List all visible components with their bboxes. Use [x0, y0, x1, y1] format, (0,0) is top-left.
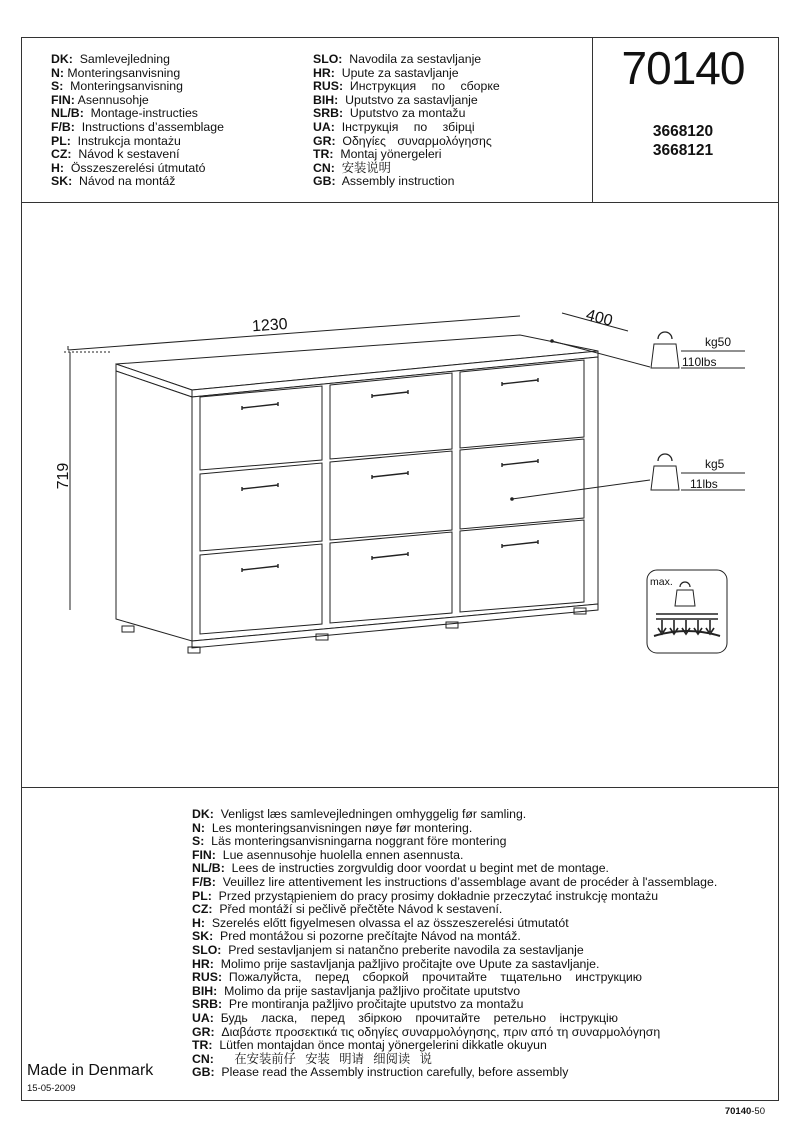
page-model: 70140 [724, 1106, 752, 1117]
instruction-row [192, 890, 717, 904]
lang-code: SRB: [192, 997, 223, 1012]
width-label: 1230 [251, 315, 289, 336]
drawer-load-kg: kg5 [705, 457, 725, 471]
date-label: 15-05-2009 [27, 1083, 76, 1094]
instruction-row [192, 876, 717, 890]
lang-code: TR: [313, 147, 334, 162]
lang-title: Návod k sestavení [78, 147, 180, 162]
lang-code: F/B: [192, 874, 216, 889]
lang-code: F/B: [51, 119, 75, 134]
lang-code: SK: [192, 929, 214, 944]
lang-code: SLO: [313, 52, 343, 66]
lang-title: Navodila za sestavljanje [349, 52, 482, 66]
lang-title: 安装说明 [341, 160, 391, 175]
lang-code: GR: [313, 133, 336, 148]
distributed-load-arrows-icon [656, 614, 718, 619]
instruction-text: Molimo prije sastavljanja pažljivo pročitajte ove Upute za sastavljanje. [220, 956, 600, 971]
instruction-text: Lütfen montajdan önce montaj yönergelerini dikkatle okuyun [219, 1038, 547, 1053]
lang-code: SRB: [313, 106, 344, 121]
lang-title: Uputstvo za sastavljanje [345, 92, 478, 107]
instruction-row [192, 985, 717, 999]
lang-code: GB: [192, 1065, 215, 1080]
instruction-row [192, 958, 717, 972]
lang-code: FIN: [192, 847, 216, 862]
lang-code: GB: [313, 174, 336, 189]
lang-code: N: [51, 65, 64, 80]
lang-title: Οδηγίες συναρμολόγησης [342, 133, 492, 148]
lang-title: Instrukcja montażu [77, 133, 181, 148]
lang-code: FIN: [51, 92, 75, 107]
lang-code: UA: [192, 1010, 214, 1025]
small-weight-icon [675, 582, 695, 606]
lang-title: Инструкция по сборке [349, 79, 500, 94]
instruction-text: Будь ласка, перед збіркою прочитайте ретельно інструкцію [220, 1010, 618, 1025]
dresser-side-panel [116, 371, 192, 641]
instruction-row [192, 1012, 717, 1026]
item-code-1: 3668120 [652, 123, 714, 140]
lang-title: Návod na montáž [79, 174, 176, 189]
lang-code: RUS: [192, 970, 223, 985]
instruction-row [192, 1066, 717, 1080]
lang-title: Monteringsanvisning [67, 65, 181, 80]
instruction-row [192, 944, 717, 958]
instruction-text: Les monteringsanvisningen nøye før montering. [211, 820, 473, 835]
lang-title: Asennusohje [77, 92, 149, 107]
model-number: 70140 [621, 42, 745, 94]
height-label: 719 [55, 462, 72, 490]
lang-code: DK: [192, 807, 214, 821]
lang-title: Uputstvo za montažu [349, 106, 466, 121]
lang-title: Upute za sastavljanje [341, 65, 459, 80]
instruction-row [192, 998, 717, 1012]
instruction-row [192, 835, 717, 849]
drawer-load-dot [511, 498, 514, 501]
instruction-text: Пожалуйста, перед сборкой прочитайте тщательно инструкцию [228, 970, 642, 985]
instruction-row [192, 1053, 717, 1067]
lang-code: BIH: [313, 92, 339, 107]
lang-code: DK: [51, 52, 73, 66]
lang-title: Instructions d’assemblage [81, 119, 224, 134]
lang-code: HR: [192, 956, 214, 971]
instruction-row [192, 1039, 717, 1053]
instruction-text: Lees de instructies zorgvuldig door voordat u begint met de montage. [231, 861, 609, 876]
instruction-row [192, 903, 717, 917]
top-load-kg: kg50 [705, 335, 732, 349]
instruction-text: Please read the Assembly instruction carefully, before assembly [221, 1065, 569, 1080]
lang-code: BIH: [192, 983, 218, 998]
lang-code: CZ: [192, 902, 213, 917]
lang-code: HR: [313, 65, 335, 80]
instruction-row [192, 930, 717, 944]
instruction-row [192, 1026, 717, 1040]
instruction-text: Pre montiranja pažljivo pročitajte uputstvo za montažu [228, 997, 524, 1012]
instruction-text: Pred sestavljanjem si natančno preberite navodila za sestavljanje [228, 942, 584, 957]
lang-code: N: [192, 820, 205, 835]
item-code-2: 3668121 [652, 142, 714, 159]
lang-code: H: [192, 915, 205, 930]
instruction-row [192, 808, 717, 822]
lang-code: TR: [192, 1038, 213, 1053]
lang-code: NL/B: [51, 106, 84, 121]
lang-code: CN: [192, 1051, 214, 1066]
lang-code: S: [51, 79, 64, 94]
lang-code: PL: [51, 133, 71, 148]
lang-code: UA: [313, 119, 335, 134]
instruction-text: 在安装前仔 安装 明请 细阅读 说 [234, 1051, 432, 1066]
instruction-text: Szerelés előtt figyelmesen olvassa el az összeszerelési útmutatót [211, 915, 569, 930]
lang-code: S: [192, 834, 205, 849]
lang-code: CN: [313, 160, 335, 175]
lang-code: RUS: [313, 79, 344, 94]
lang-code: GR: [192, 1024, 215, 1039]
instruction-text: Molimo da prije sastavljanja pažljivo pročitate uputstvo [224, 983, 521, 998]
instruction-text: Διαβάστε προσεκτικά τις οδηγίες συναρμολόγησης, πριν από τη συναρμολόγηση [221, 1024, 661, 1039]
max-label: max. [650, 576, 673, 588]
depth-label: 400 [584, 306, 615, 330]
lang-code: CZ: [51, 147, 72, 162]
lang-code: SLO: [192, 942, 222, 957]
top-load-dot [551, 340, 554, 343]
lang-title: Monteringsanvisning [70, 79, 183, 94]
instruction-text: Lue asennusohje huolella ennen asennusta. [222, 847, 464, 862]
lang-code: NL/B: [192, 861, 225, 876]
instruction-text: Läs monteringsanvisningarna noggrant före montering [211, 834, 507, 849]
made-in-label: Made in Denmark [27, 1062, 154, 1079]
drawer-load-lbs: 11lbs [690, 477, 718, 491]
instruction-row [192, 917, 717, 931]
instruction-text: Veuillez lire attentivement les instructions d’assemblage avant de procéder à l'assemblage. [222, 874, 718, 889]
dresser-front [192, 357, 598, 641]
lang-code: H: [51, 160, 64, 175]
instruction-row [192, 862, 717, 876]
page-number [725, 1106, 765, 1117]
lang-title: Összeszerelési útmutató [70, 160, 206, 175]
instruction-row [192, 971, 717, 985]
instruction-text: Před montáží si pečlivě přečtěte Návod k sestavení. [219, 902, 503, 917]
instruction-row [192, 849, 717, 863]
instruction-text: Przed przystąpieniem do pracy prosimy dokładnie przeczytać instrukcję montażu [218, 888, 659, 903]
instruction-text: Venligst læs samlevejledningen omhyggelig før samling. [220, 807, 527, 821]
lang-code: PL: [192, 888, 212, 903]
lang-title: Montage-instructies [90, 106, 198, 121]
top-load-lbs: 110lbs [682, 355, 717, 369]
instruction-text: Pred montážou si pozorne prečítajte Návod na montáž. [220, 929, 521, 944]
dresser-foot [122, 626, 134, 632]
page-suffix: -50 [751, 1106, 765, 1117]
lang-code: SK: [51, 174, 73, 189]
lang-title: Assembly instruction [341, 174, 455, 189]
lang-title: Montaj yönergeleri [340, 147, 442, 162]
lang-title: Samlevejledning [79, 52, 170, 66]
instruction-row [192, 822, 717, 836]
lang-title: Інструкція по збірці [341, 119, 475, 134]
instruction-list [192, 808, 717, 1080]
